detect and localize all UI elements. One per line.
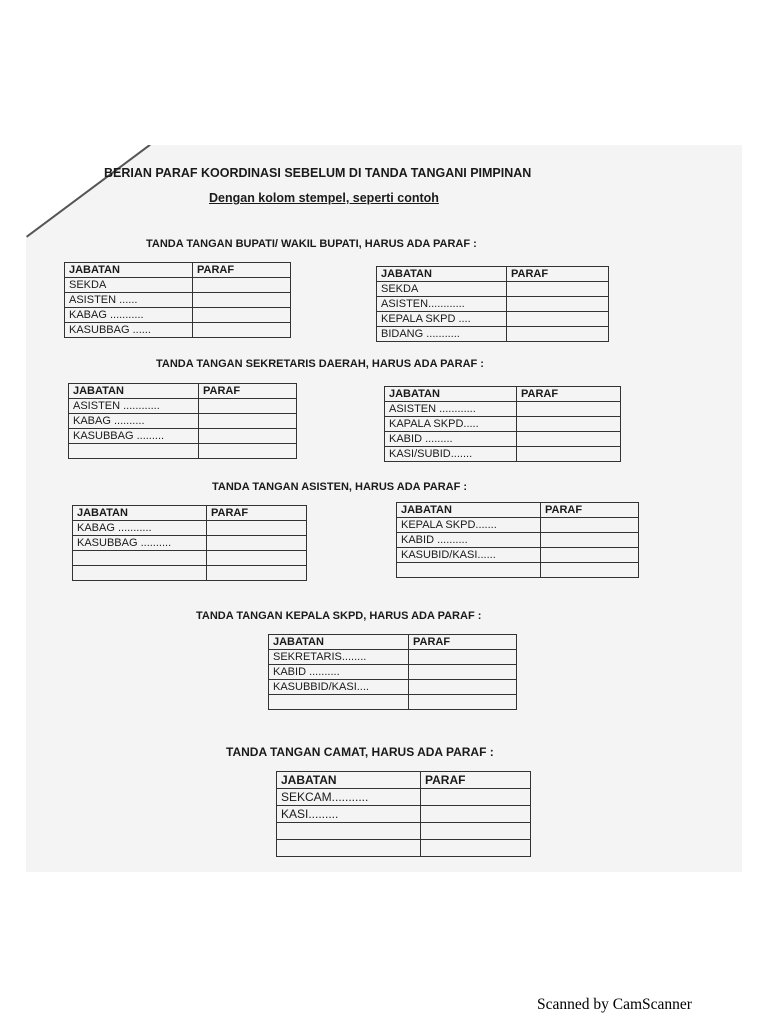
paraf-cell — [517, 432, 621, 447]
paraf-cell — [193, 323, 291, 338]
jabatan-cell — [277, 823, 421, 840]
jabatan-cell: KEPALA SKPD .... — [377, 312, 507, 327]
paraf-cell — [199, 429, 297, 444]
paraf-cell — [541, 548, 639, 563]
paraf-cell — [421, 789, 531, 806]
paraf-cell — [193, 308, 291, 323]
jabatan-cell: KAPALA SKPD..... — [385, 417, 517, 432]
paraf-cell — [421, 806, 531, 823]
paraf-header: PARAF — [409, 635, 517, 650]
paraf-cell — [517, 402, 621, 417]
scanned-sheet — [26, 145, 742, 872]
section-heading-sekda: TANDA TANGAN SEKRETARIS DAERAH, HARUS ADA PARAF : — [156, 358, 484, 370]
jabatan-cell: BIDANG ........... — [377, 327, 507, 342]
jabatan-header: JABATAN — [277, 772, 421, 789]
jabatan-header: JABATAN — [397, 503, 541, 518]
jabatan-cell: ASISTEN ...... — [65, 293, 193, 308]
jabatan-cell: KASUBBID/KASI.... — [269, 680, 409, 695]
jabatan-cell: SEKCAM........... — [277, 789, 421, 806]
document-title: BERIAN PARAF KOORDINASI SEBELUM DI TANDA TANGANI PIMPINAN — [104, 166, 532, 180]
jabatan-cell: SEKDA — [377, 282, 507, 297]
paraf-cell — [541, 563, 639, 578]
jabatan-cell: KASUBID/KASI...... — [397, 548, 541, 563]
jabatan-cell: ASISTEN............ — [377, 297, 507, 312]
jabatan-header: JABATAN — [73, 506, 207, 521]
paraf-cell — [541, 518, 639, 533]
paraf-cell — [421, 823, 531, 840]
jabatan-cell — [73, 566, 207, 581]
section-heading-bupati: TANDA TANGAN BUPATI/ WAKIL BUPATI, HARUS ADA PARAF : — [146, 238, 477, 250]
paraf-cell — [199, 414, 297, 429]
paraf-table-kepala-skpd — [268, 634, 517, 710]
paraf-cell — [421, 840, 531, 857]
jabatan-cell: ASISTEN ............ — [69, 399, 199, 414]
paraf-header: PARAF — [193, 263, 291, 278]
paraf-cell — [409, 695, 517, 710]
paraf-cell — [507, 312, 609, 327]
paraf-header: PARAF — [207, 506, 307, 521]
jabatan-header: JABATAN — [65, 263, 193, 278]
paraf-cell — [207, 551, 307, 566]
paraf-table-camat — [276, 771, 531, 857]
jabatan-cell: SEKDA — [65, 278, 193, 293]
jabatan-header: JABATAN — [377, 267, 507, 282]
jabatan-cell: KASI/SUBID....... — [385, 447, 517, 462]
jabatan-cell: KEPALA SKPD....... — [397, 518, 541, 533]
paraf-header: PARAF — [541, 503, 639, 518]
paraf-header: PARAF — [421, 772, 531, 789]
jabatan-cell — [269, 695, 409, 710]
jabatan-cell — [397, 563, 541, 578]
paraf-header: PARAF — [507, 267, 609, 282]
jabatan-cell: KABAG .......... — [69, 414, 199, 429]
paraf-header: PARAF — [199, 384, 297, 399]
paraf-cell — [199, 399, 297, 414]
paraf-cell — [199, 444, 297, 459]
document-subtitle: Dengan kolom stempel, seperti contoh — [209, 191, 439, 205]
section-heading-asisten: TANDA TANGAN ASISTEN, HARUS ADA PARAF : — [212, 481, 468, 493]
jabatan-cell: SEKRETARIS........ — [269, 650, 409, 665]
paraf-table-bupati-left — [64, 262, 291, 338]
jabatan-cell: KASUBBAG ......... — [69, 429, 199, 444]
jabatan-header: JABATAN — [69, 384, 199, 399]
paraf-cell — [409, 680, 517, 695]
jabatan-cell: KABID ......... — [385, 432, 517, 447]
jabatan-cell: KASUBBAG .......... — [73, 536, 207, 551]
paraf-cell — [409, 665, 517, 680]
paraf-cell — [517, 447, 621, 462]
paraf-cell — [409, 650, 517, 665]
section-heading-camat: TANDA TANGAN CAMAT, HARUS ADA PARAF : — [226, 745, 494, 759]
jabatan-cell — [73, 551, 207, 566]
jabatan-cell: ASISTEN ............ — [385, 402, 517, 417]
paraf-cell — [507, 282, 609, 297]
paraf-table-bupati-right — [376, 266, 609, 342]
paraf-cell — [541, 533, 639, 548]
jabatan-cell: KABID .......... — [269, 665, 409, 680]
paraf-table-sekda-right — [384, 386, 621, 462]
paraf-cell — [207, 521, 307, 536]
jabatan-header: JABATAN — [385, 387, 517, 402]
paraf-cell — [207, 536, 307, 551]
jabatan-cell: KASI......... — [277, 806, 421, 823]
jabatan-header: JABATAN — [269, 635, 409, 650]
jabatan-cell — [69, 444, 199, 459]
jabatan-cell: KASUBBAG ...... — [65, 323, 193, 338]
jabatan-cell: KABAG ........... — [65, 308, 193, 323]
paraf-table-asisten-left — [72, 505, 307, 581]
paraf-cell — [207, 566, 307, 581]
paraf-cell — [507, 327, 609, 342]
scanner-watermark: Scanned by CamScanner — [537, 996, 692, 1013]
section-heading-kepala-skpd: TANDA TANGAN KEPALA SKPD, HARUS ADA PARAF : — [196, 610, 482, 622]
paraf-cell — [507, 297, 609, 312]
paraf-cell — [517, 417, 621, 432]
paraf-cell — [193, 293, 291, 308]
paraf-table-asisten-right — [396, 502, 639, 578]
paraf-table-sekda-left — [68, 383, 297, 459]
jabatan-cell — [277, 840, 421, 857]
paraf-header: PARAF — [517, 387, 621, 402]
jabatan-cell: KABAG ........... — [73, 521, 207, 536]
jabatan-cell: KABID .......... — [397, 533, 541, 548]
paraf-cell — [193, 278, 291, 293]
